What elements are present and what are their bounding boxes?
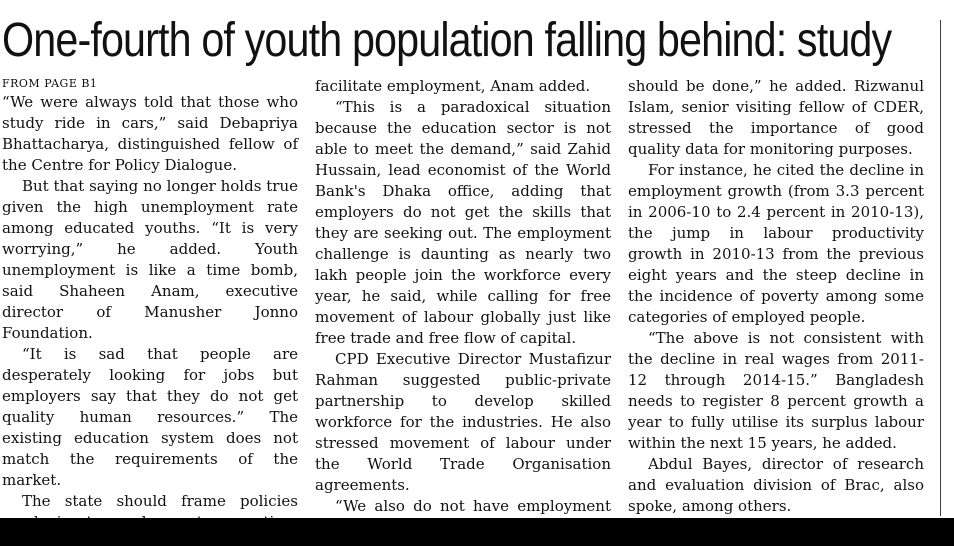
paragraph: “It is sad that people are desperately looking for jobs but employers say that they do not get quality human resources.” The existing education system does not match the requirements of the market. (2, 345, 298, 489)
paragraph: But that saying no longer holds true given the high unemployment rate among educated youths. “It is very worrying,” he added. Youth unemployment is like a time bomb, said Shaheen Anam, executive director of Manusher Jonno Foundation. (2, 177, 298, 342)
paragraph: “This is a paradoxical situation because the education sector is not able to meet the demand,” said Zahid Hussain, lead economist of the World Bank's Dhaka office, adding that employers do not get the skills that they are seeking out. The employment challenge is daunting as nearly two lakh people join the workforce every year, he said, while calling for free movement of labour globally just like free trade and free flow of capital. (315, 98, 611, 347)
paragraph: The state should frame policies (22, 492, 298, 510)
article-column-2 (315, 76, 611, 538)
paragraph: facilitate employment, Anam added. (315, 77, 591, 95)
paragraph: “The above is not consistent with the decline in real wages from 2011-12 through 2014-15.” Bangladesh needs to register 8 percent growth a year to fully utilise its surplus labour within the next 15 years, he added. (628, 329, 924, 452)
paragraph: For instance, he cited the decline in employment growth (from 3.3 percent in 2006-10 to 2.4 percent in 2010-13), the jump in labour productivity growth in 2010-13 from the previous eight years and the steep decline in the incidence of poverty among some categories of employed people. (628, 161, 924, 326)
paragraph: Abdul Bayes, director of research and evaluation division of Brac, also spoke, among others. (628, 455, 924, 515)
bottom-black-bar (0, 518, 954, 546)
headline: One-fourth of youth population falling behind: study (2, 14, 892, 67)
article-column-1 (2, 76, 298, 546)
paragraph: CPD Executive Director Mustafizur Rahman suggested public-private partnership to develop skilled workforce for the industries. He also stressed movement of labour under the World Trade Organisation agreements. (315, 350, 611, 494)
article-column-3 (628, 76, 924, 517)
paragraph: should be done,” he added. Rizwanul Islam, senior visiting fellow of CDER, stressed the importance of good quality data for monitoring purposes. (628, 77, 924, 158)
jump-label: FROM PAGE B1 (2, 77, 98, 90)
paragraph: “We were always told that those who study ride in cars,” said Debapriya Bhattacharya, distinguished fellow of the Centre for Policy Dialogue. (2, 93, 298, 174)
paragraph: “We also do not have employment (335, 497, 611, 515)
column-rule (940, 20, 941, 516)
